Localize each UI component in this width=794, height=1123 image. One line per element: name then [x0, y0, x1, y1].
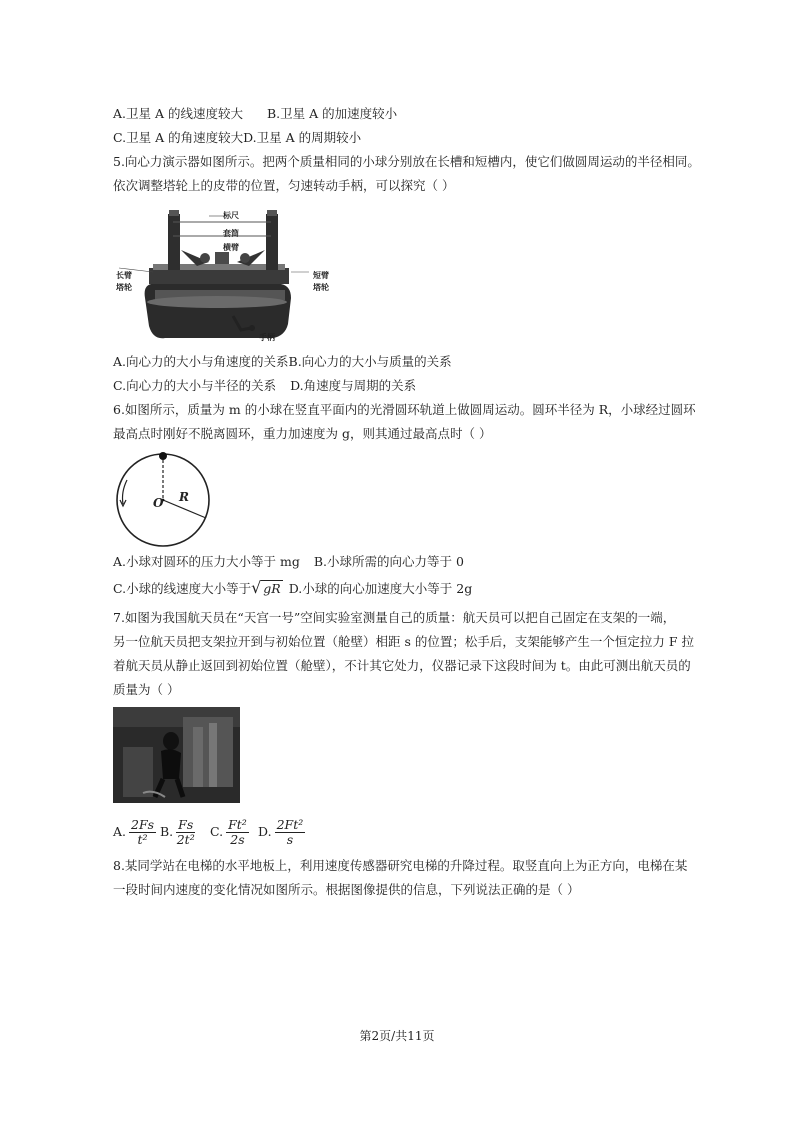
q4-options-row-1 — [113, 106, 397, 122]
circle-diagram — [113, 450, 215, 550]
q4-options-row-2 — [113, 130, 361, 146]
q5-options-row-1 — [113, 354, 452, 370]
q7-option-d — [258, 818, 308, 847]
q7-option-c — [210, 818, 252, 847]
q6-option-c-radicand: gR — [263, 581, 281, 596]
q7-option-b-label: B. — [160, 824, 174, 839]
circular-track-figure — [113, 450, 215, 550]
page-number-footer: 第2页/共11页 — [359, 1029, 435, 1043]
q6-option-b: B.小球所需的向心力等于 0 — [313, 554, 464, 569]
q7-option-c-denominator: 2s — [230, 832, 245, 847]
label-short-arm-wheel: 塔轮 — [313, 283, 329, 292]
astronaut-photo — [113, 707, 240, 803]
q5-stem-line-2: 依次调整塔轮上的皮带的位置，匀速转动手柄，可以探究（ ） — [113, 178, 455, 193]
label-handle: 手柄 — [259, 333, 275, 342]
astronaut-photo-drawing — [113, 707, 240, 803]
q7-option-b-denominator: 2t² — [176, 832, 195, 847]
label-radius-r: R — [179, 490, 189, 504]
q5-options-row-2 — [113, 378, 416, 394]
q4-option-d: D.卫星 A 的周期较小 — [243, 130, 362, 145]
sqrt-sign-icon: √ — [251, 578, 262, 597]
q8-stem-line-1: 8.某同学站在电梯的水平地板上，利用速度传感器研究电梯的升降过程。取竖直向上为正方向，电梯在某 — [113, 858, 688, 873]
q5-option-c: C.向心力的大小与半径的关系 — [113, 378, 277, 393]
q6-option-d: D.小球的向心加速度大小等于 2g — [288, 581, 473, 596]
q7-option-c-label: C. — [210, 824, 224, 839]
q7-option-a-denominator: t² — [137, 832, 148, 847]
q5-option-b: B.向心力的大小与质量的关系 — [288, 354, 452, 369]
q7-option-d-label: D. — [258, 824, 272, 839]
q7-stem-line-3: 着航天员从静止返回到初始位置（舱壁），不计其它处力，仪器记录下这段时间为 t。由此可测出航天员的 — [113, 658, 691, 673]
q6-options-row-1 — [113, 554, 464, 570]
q5-option-d: D.角速度与周期的关系 — [290, 378, 417, 393]
q5-option-a: A.向心力的大小与角速度的关系 — [113, 354, 289, 369]
centripetal-force-demonstrator-figure — [113, 206, 343, 346]
q7-option-d-numerator: 2Ft² — [276, 817, 304, 832]
q6-option-c: C.小球的线速度大小等于 — [113, 581, 252, 596]
q7-option-a — [113, 818, 159, 847]
q7-option-b — [160, 818, 198, 847]
label-long-arm-wheel: 塔轮 — [116, 283, 132, 292]
q7-option-d-denominator: s — [286, 832, 294, 847]
q7-option-a-label: A. — [113, 824, 127, 839]
q6-stem-line-2: 最高点时刚好不脱离圆环，重力加速度为 g，则其通过最高点时（ ） — [113, 426, 492, 441]
label-short-arm: 短臂 — [313, 271, 329, 280]
q6-options-row-2 — [113, 578, 472, 599]
q4-option-b: B.卫星 A 的加速度较小 — [266, 106, 398, 121]
q7-option-b-numerator: Fs — [178, 817, 194, 832]
q6-option-a: A.小球对圆环的压力大小等于 mg — [113, 554, 300, 569]
demonstrator-drawing — [113, 206, 343, 346]
q6-stem-line-1: 6.如图所示，质量为 m 的小球在竖直平面内的光滑圆环轨道上做圆周运动。圆环半径为 R，小球经过圆环 — [113, 402, 696, 417]
label-arm: 横臂 — [223, 243, 239, 252]
label-sleeve: 套筒 — [223, 229, 239, 238]
q5-stem-line-1: 5.向心力演示器如图所示。把两个质量相同的小球分别放在长槽和短槽内，使它们做圆周运动的半径相同。 — [113, 154, 700, 169]
label-center-o: O — [153, 496, 164, 510]
label-long-arm: 长臂 — [116, 271, 132, 280]
q7-option-a-numerator: 2Fs — [131, 817, 155, 832]
label-ruler: 标尺 — [223, 211, 239, 220]
q8-stem-line-2: 一段时间内速度的变化情况如图所示。根据图像提供的信息，下列说法正确的是（ ） — [113, 882, 580, 897]
q4-option-a: A.卫星 A 的线速度较大 — [113, 106, 243, 121]
q7-stem-line-4: 质量为（ ） — [113, 682, 180, 697]
q7-stem-line-1: 7.如图为我国航天员在“天宫一号”空间实验室测量自己的质量：航天员可以把自己固定在支架的一端， — [113, 610, 676, 625]
q7-stem-line-2: 另一位航天员把支架拉开到与初始位置（舱壁）相距 s 的位置；松手后，支架能够产生一个恒定拉力 F 拉 — [113, 634, 694, 649]
q4-option-c: C.卫星 A 的角速度较大 — [113, 130, 244, 145]
q7-option-c-numerator: Ft² — [228, 817, 247, 832]
